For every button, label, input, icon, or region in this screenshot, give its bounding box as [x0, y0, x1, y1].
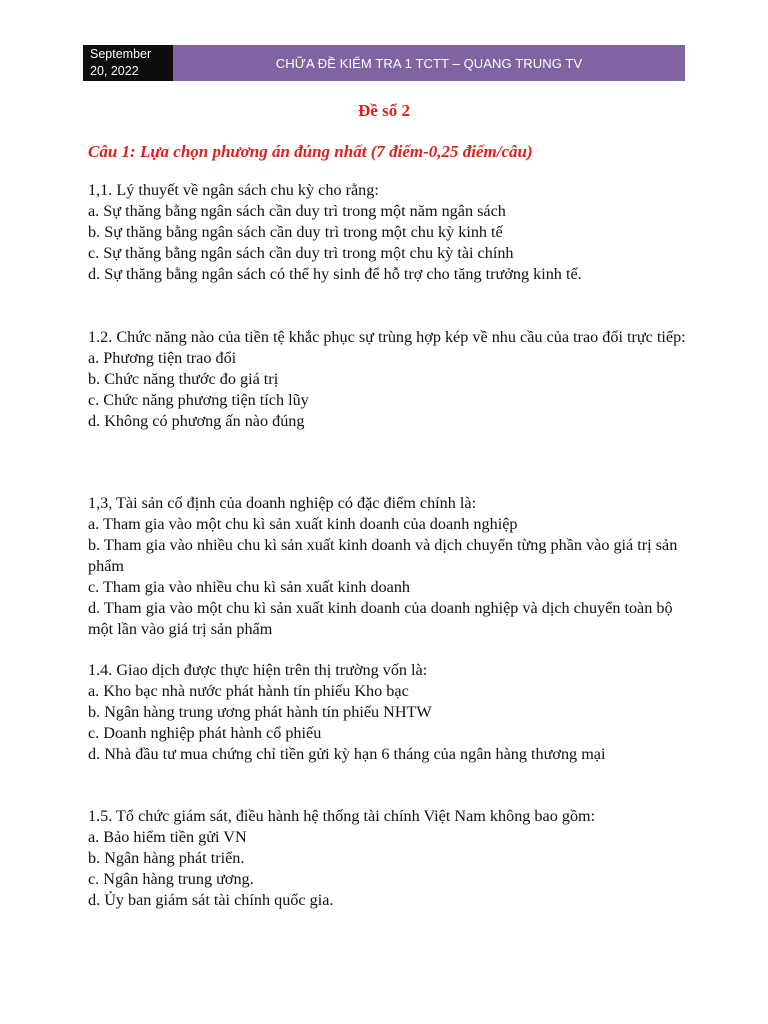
answer-option: c. Doanh nghiệp phát hành cổ phiếu — [88, 724, 322, 742]
answer-option: c. Chức năng phương tiện tích lũy — [88, 391, 309, 409]
question-stem: 1.5. Tổ chức giám sát, điều hành hệ thống tài chính Việt Nam không bao gồm: — [88, 807, 596, 825]
answer-option: b. Tham gia vào nhiều chu kì sản xuất kinh doanh và dịch chuyển từng phần vào giá trị sản phẩm — [88, 536, 678, 575]
answer-option: a. Sự thăng bằng ngân sách cần duy trì trong một năm ngân sách — [88, 202, 506, 220]
question-stem: 1.2. Chức năng nào của tiền tệ khắc phục sự trùng hợp kép về nhu cầu của trao đổi trực tiếp: — [88, 328, 686, 346]
answer-option: d. Sự thăng bằng ngân sách có thể hy sinh để hỗ trợ cho tăng trưởng kinh tế. — [88, 265, 582, 283]
question-1-4 — [88, 660, 688, 765]
question-1-5 — [88, 806, 688, 911]
answer-option: b. Ngân hàng trung ương phát hành tín phiếu NHTW — [88, 703, 432, 721]
question-stem: 1,1. Lý thuyết về ngân sách chu kỳ cho rằng: — [88, 181, 379, 199]
answer-option: c. Ngân hàng trung ương. — [88, 870, 254, 888]
answer-option: c. Sự thăng bằng ngân sách cần duy trì trong một chu kỳ tài chính — [88, 244, 514, 262]
answer-option: d. Nhà đầu tư mua chứng chỉ tiền gửi kỳ hạn 6 tháng của ngân hàng thương mại — [88, 745, 606, 763]
answer-option: b. Sự thăng bằng ngân sách cần duy trì trong một chu kỳ kinh tế — [88, 223, 503, 241]
question-1-2 — [88, 327, 688, 432]
answer-option: a. Kho bạc nhà nước phát hành tín phiếu Kho bạc — [88, 682, 409, 700]
answer-option: a. Bảo hiểm tiền gửi VN — [88, 828, 247, 846]
document-title: Đề số 2 — [358, 101, 410, 120]
answer-option: d. Ủy ban giám sát tài chính quốc gia. — [88, 891, 334, 909]
answer-option: c. Tham gia vào nhiều chu kì sản xuất kinh doanh — [88, 578, 411, 596]
answer-option: d. Không có phương ấn nào đúng — [88, 412, 305, 430]
question-stem: 1.4. Giao dịch được thực hiện trên thị trường vốn là: — [88, 661, 428, 679]
answer-option: b. Ngân hàng phát triển. — [88, 849, 245, 867]
header-date: September 20, 2022 — [83, 45, 173, 81]
answer-option: a. Phương tiện trao đổi — [88, 349, 237, 367]
answer-option: a. Tham gia vào một chu kì sản xuất kinh doanh của doanh nghiệp — [88, 515, 518, 533]
page-header — [83, 45, 685, 81]
question-1-3 — [88, 493, 688, 640]
header-title: CHỮA ĐỀ KIỂM TRA 1 TCTT – QUANG TRUNG TV — [173, 45, 685, 81]
question-stem: 1,3, Tài sản cố định của doanh nghiệp có đặc điểm chính là: — [88, 494, 477, 512]
question-1-1 — [88, 180, 688, 285]
answer-option: d. Tham gia vào một chu kì sản xuất kinh doanh của doanh nghiệp và dịch chuyển toàn bộ một lần vào giá trị sản phẩm — [88, 599, 673, 638]
section-heading: Câu 1: Lựa chọn phương án đúng nhất (7 điểm-0,25 điểm/câu) — [88, 142, 533, 161]
answer-option: b. Chức năng thước đo giá trị — [88, 370, 279, 388]
